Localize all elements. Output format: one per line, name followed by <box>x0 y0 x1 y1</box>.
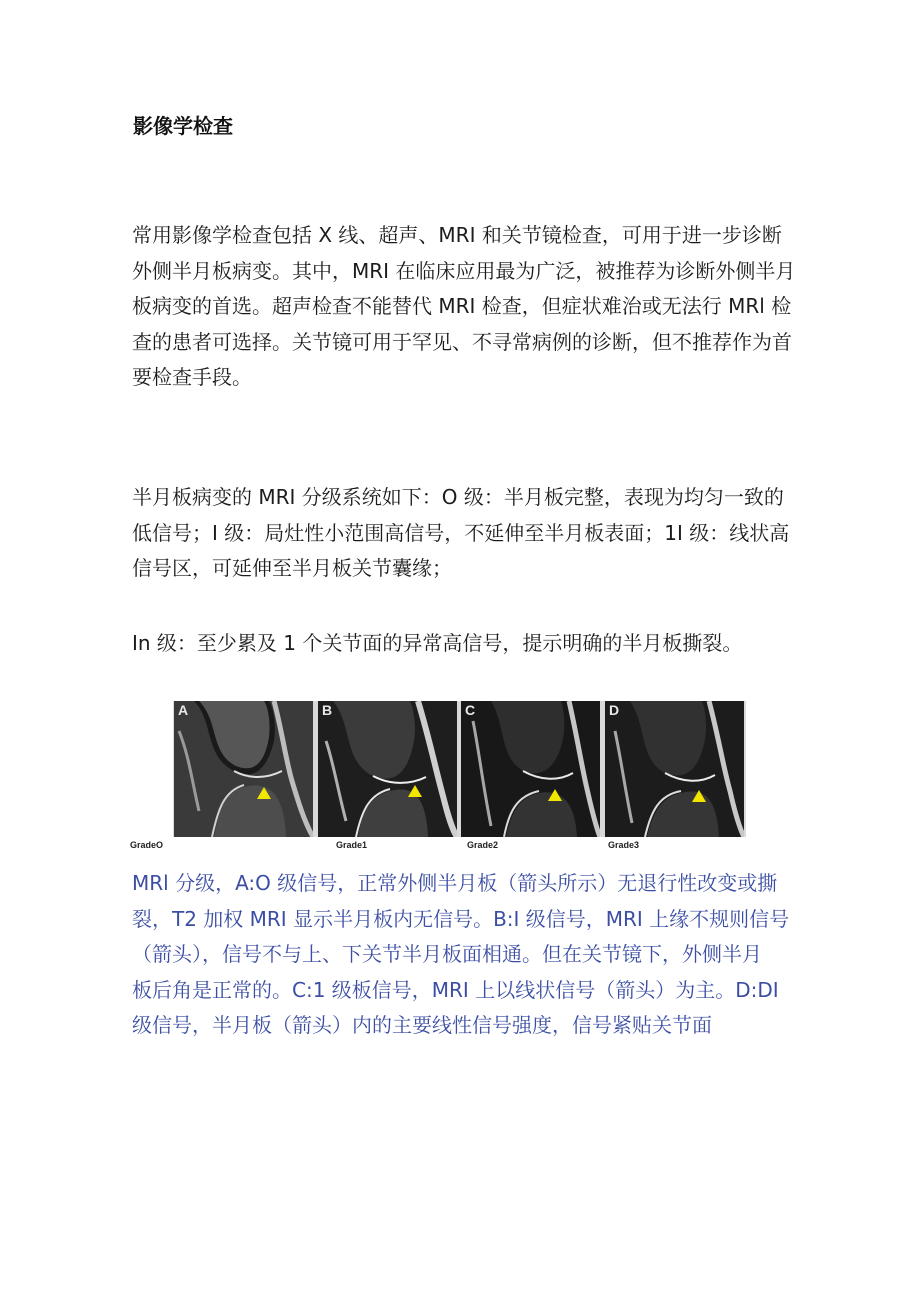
knee-mri-image <box>605 701 744 837</box>
mri-panels <box>173 701 746 837</box>
caption-line: 裂，T2 加权 MRI 显示半月板内无信号。B:I 级信号，MRI 上缘不规则信号 <box>132 906 790 931</box>
text-line: 要检查手段。 <box>132 365 252 389</box>
caption-line: 级信号，半月板（箭头）内的主要线性信号强度，信号紧贴关节面 <box>132 1013 712 1038</box>
panel-letter: A <box>178 702 189 718</box>
grade-label: Grade2 <box>467 840 499 850</box>
paragraph-grade-three <box>132 626 797 662</box>
grade-label: GradeO <box>130 840 164 850</box>
knee-mri-image <box>461 701 600 837</box>
panel-letter: D <box>609 702 620 718</box>
text-line: 查的患者可选择。关节镜可用于罕见、不寻常病例的诊断，但不推荐作为首 <box>132 329 792 354</box>
panel-letter: C <box>465 702 476 718</box>
caption-line: MRl 分级，A:O 级信号，正常外侧半月板（箭头所示）无退行性改变或撕 <box>132 871 778 895</box>
text-line: 半月板病变的 MRI 分级系统如下：O 级：半月板完整，表现为均匀一致的 <box>132 485 784 509</box>
paragraph-grading-system <box>132 480 797 587</box>
knee-mri-image <box>174 701 313 837</box>
grade-label: Grade1 <box>336 840 368 850</box>
text-line: In 级：至少累及 1 个关节面的异常高信号，提示明确的半月板撕裂。 <box>132 631 743 655</box>
panel-letter: B <box>322 702 333 718</box>
knee-mri-image <box>318 701 457 837</box>
figure-caption <box>132 866 802 1044</box>
text-line: 板病变的首选。超声检查不能替代 MRI 检查，但症状难治或无法行 MRl 检 <box>132 294 792 318</box>
mri-figure <box>130 701 746 851</box>
caption-line: （箭头），信号不与上、下关节半月板面相通。但在关节镜下，外侧半月 <box>132 942 762 967</box>
mri-panel-b <box>318 701 457 837</box>
paragraph-imaging-overview <box>132 218 797 396</box>
text-line: 外侧半月板病变。其中，MRI 在临床应用最为广泛，被推荐为诊断外侧半月 <box>132 258 796 283</box>
mri-panel-c <box>461 701 600 837</box>
text-line: 低信号；I 级：局灶性小范围高信号，不延伸至半月板表面；1I 级：线状高 <box>132 520 790 545</box>
text-line: 常用影像学检查包括 X 线、超声、MRI 和关节镜检查，可用于进一步诊断 <box>132 223 782 247</box>
mri-panel-d <box>605 701 744 837</box>
text-line: 信号区，可延伸至半月板关节囊缘； <box>132 556 452 580</box>
grade-label: Grade3 <box>608 840 640 850</box>
caption-line: 板后角是正常的。C:1 级板信号，MRI 上以线状信号（箭头）为主。D:DI <box>132 977 779 1002</box>
mri-panel-a <box>174 701 313 837</box>
section-heading: 影像学检查 <box>133 114 233 138</box>
